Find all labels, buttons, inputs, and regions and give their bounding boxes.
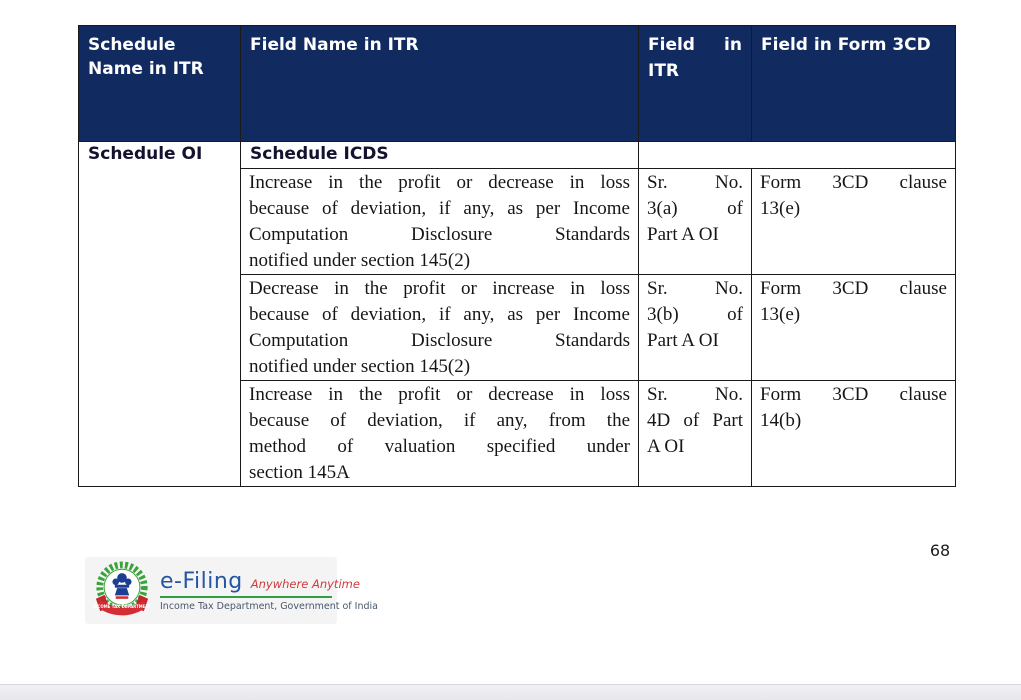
efiling-tagline: Anywhere Anytime (250, 577, 360, 591)
section-title-cell: Schedule ICDS (241, 142, 639, 169)
field-name-cell: Increase in the profit or decrease in loss because of deviation, if any, as per Income Computation Disclosure Standards notified under section 145(2) (241, 169, 639, 275)
itr-3cd-mapping-table (78, 25, 956, 487)
col-header-schedule-name: Schedule Name in ITR (79, 26, 241, 142)
col-header-field-name: Field Name in ITR (241, 26, 639, 142)
viewer-bottom-edge (0, 684, 1021, 700)
col-header-field-in-itr: Field in ITR (639, 26, 752, 142)
field-name-cell: Decrease in the profit or increase in loss because of deviation, if any, as per Income Computation Disclosure Standards notified under section 145(2) (241, 275, 639, 381)
schedule-group-cell: Schedule OI (79, 142, 241, 487)
logo-green-rule (160, 596, 332, 598)
page-number: 68 (929, 541, 951, 560)
field-in-itr-cell: Sr. No. 4D of Part A OI (639, 381, 752, 487)
field-in-form-3cd-cell: Form 3CD clause 13(e) (752, 169, 956, 275)
field-in-itr-cell: Sr. No. 3(a) of Part A OI (639, 169, 752, 275)
table-row (79, 142, 956, 169)
field-name-cell: Increase in the profit or decrease in loss because of deviation, if any, from the method of valuation specified under section 145A (241, 381, 639, 487)
efiling-logo (85, 557, 378, 624)
col-header-field-in-form-3cd: Field in Form 3CD (752, 26, 956, 142)
icds-empty-cell (639, 142, 956, 169)
income-tax-department-emblem-icon (93, 560, 151, 622)
field-in-form-3cd-cell: Form 3CD clause 13(e) (752, 275, 956, 381)
emblem-ribbon-label: INCOME TAX DEPARTMENT (93, 603, 151, 609)
efiling-brand-label: e-Filing (160, 569, 243, 594)
logo-text-block (160, 569, 378, 612)
department-label: Income Tax Department, Government of India (160, 601, 378, 612)
field-in-form-3cd-cell: Form 3CD clause 14(b) (752, 381, 956, 487)
table-header-row (79, 26, 956, 142)
field-in-itr-cell: Sr. No. 3(b) of Part A OI (639, 275, 752, 381)
